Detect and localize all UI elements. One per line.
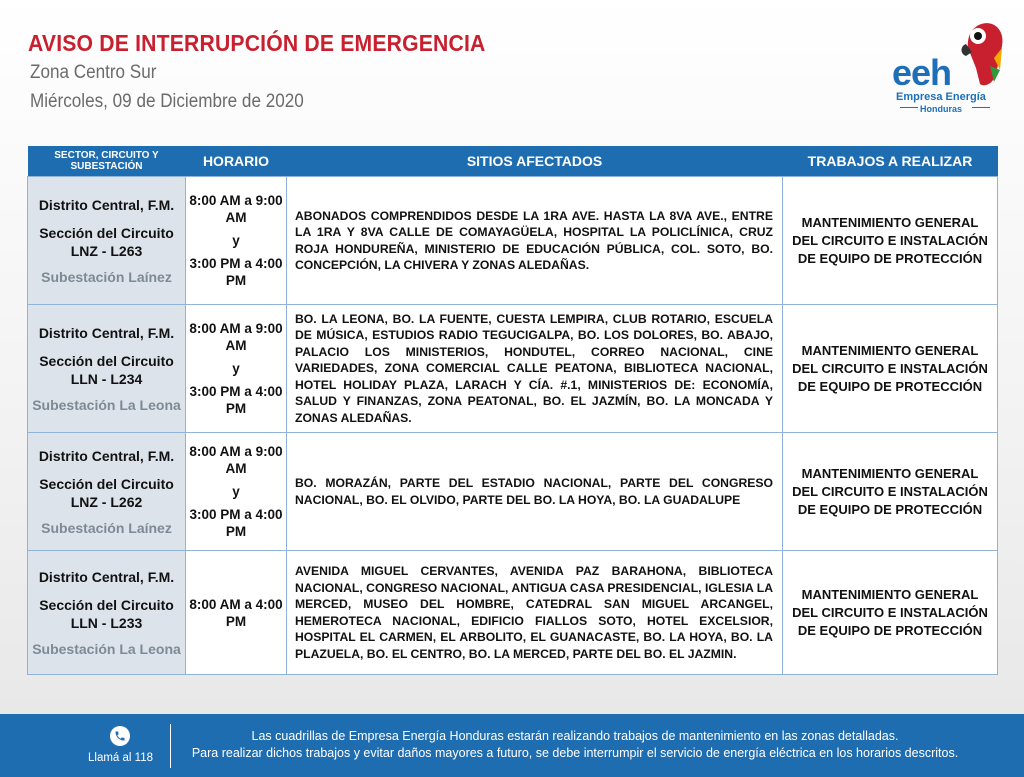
- section-label: Sección del Circuito: [39, 475, 174, 492]
- section-label: Sección del Circuito: [39, 596, 174, 613]
- header-sector: SECTOR, CIRCUITO Y SUBESTACIÓN: [28, 146, 186, 177]
- table-row: [28, 305, 998, 433]
- district-label: Distrito Central, F.M.: [38, 447, 175, 464]
- header-sites: SITIOS AFECTADOS: [287, 146, 783, 177]
- hours-cell: [186, 305, 287, 433]
- time-slot-1: 8:00 AM a 9:00 AM: [189, 193, 283, 225]
- work-cell: MANTENIMIENTO GENERAL DEL CIRCUITO E INSTALACIÓN DE EQUIPO DE PROTECCIÓN: [783, 433, 998, 551]
- date-label: Miércoles, 09 de Diciembre de 2020: [30, 91, 304, 112]
- hours-cell: [186, 551, 287, 675]
- sector-cell: [28, 305, 186, 433]
- substation-label: Subestación Laínez: [41, 519, 172, 536]
- phone-icon: [110, 726, 130, 746]
- logo-company-name: Empresa Energía: [896, 91, 986, 103]
- district-label: Distrito Central, F.M.: [38, 196, 175, 213]
- call-118-link[interactable]: Llamá al 118: [88, 752, 153, 764]
- time-slot-1: 8:00 AM a 4:00 PM: [189, 596, 283, 629]
- work-cell: MANTENIMIENTO GENERAL DEL CIRCUITO E INSTALACIÓN DE EQUIPO DE PROTECCIÓN: [783, 551, 998, 675]
- table-row: [28, 177, 998, 305]
- sector-cell: [28, 433, 186, 551]
- sector-cell: [28, 177, 186, 305]
- hours-cell: [186, 433, 287, 551]
- time-slot-1: 8:00 AM a 9:00 AM: [189, 321, 283, 353]
- section-label: Sección del Circuito: [39, 224, 174, 241]
- sites-cell: ABONADOS COMPRENDIDOS DESDE LA 1RA AVE. HASTA LA 8VA AVE., ENTRE LA 1RA Y 8VA CALLE DE COMAYAGÜELA, HOSPITAL LA POLICLÍNICA, CRUZ ROJA HONDUREÑA, MINISTERIO DE EDUCACIÓN PÚBLICA, COL. SOTO, BO. CONCEPCIÓN, LA CHIVERA Y ZONAS ALEDAÑAS.: [287, 177, 783, 305]
- time-conjunction: y: [232, 233, 240, 248]
- logo-rule-left: [900, 107, 918, 108]
- time-slot-2: 3:00 PM a 4:00 PM: [189, 384, 283, 416]
- header-work: TRABAJOS A REALIZAR: [783, 146, 998, 177]
- time-conjunction: y: [232, 361, 240, 376]
- footer-message: [180, 728, 970, 762]
- district-label: Distrito Central, F.M.: [38, 324, 175, 341]
- header-hours: HORARIO: [186, 146, 287, 177]
- time-conjunction: y: [232, 484, 240, 499]
- time-slot-2: 3:00 PM a 4:00 PM: [189, 507, 283, 539]
- district-label: Distrito Central, F.M.: [38, 568, 175, 585]
- circuit-label: LLN - L233: [70, 614, 143, 631]
- substation-label: Subestación La Leona: [32, 396, 181, 413]
- zone-label: Zona Centro Sur: [30, 62, 157, 83]
- footer-banner: [0, 714, 1024, 777]
- hours-cell: [186, 177, 287, 305]
- substation-label: Subestación Laínez: [41, 268, 172, 285]
- footer-divider: [170, 724, 171, 768]
- eeh-logo: [892, 18, 1002, 118]
- interruption-table: [27, 146, 998, 675]
- sites-cell: BO. LA LEONA, BO. LA FUENTE, CUESTA LEMPIRA, CLUB ROTARIO, ESCUELA DE MÚSICA, ESTUDIOS RADIO TEGUCIGALPA, BO. LOS DOLORES, BO. ABAJO, PALACIO LOS MINISTERIOS, HONDUTEL, CORREO NACIONAL, CINE VARIEDADES, ZONA COMERCIAL CALLE PEATONA, BIBLIOTECA NACIONAL, HOTEL HOLIDAY PLAZA, LARACH Y CÍA. #.1, MINISTERIOS DE: ECONOMÍA, SALUD Y FINANZAS, ZONA PEATONAL, BO. EL JAZMÍN, BO. LA MONCADA Y ZONAS ALEDAÑAS.: [287, 305, 783, 433]
- circuit-label: LLN - L234: [70, 370, 143, 387]
- logo-rule-right: [972, 107, 990, 108]
- phone-glyph-icon: [114, 730, 126, 742]
- table-header-row: [28, 146, 998, 177]
- parrot-icon: [950, 18, 1004, 90]
- footer-line-2: Para realizar dichos trabajos y evitar daños mayores a futuro, se debe interrumpir el servicio de energía eléctrica en los horarios descritos.: [191, 746, 959, 760]
- sector-cell: [28, 551, 186, 675]
- notice-title: AVISO DE INTERRUPCIÓN DE EMERGENCIA: [28, 30, 486, 56]
- interruption-table-container: [27, 146, 997, 675]
- substation-label: Subestación La Leona: [32, 640, 181, 657]
- work-cell: MANTENIMIENTO GENERAL DEL CIRCUITO E INSTALACIÓN DE EQUIPO DE PROTECCIÓN: [783, 177, 998, 305]
- table-row: [28, 551, 998, 675]
- sites-cell: BO. MORAZÁN, PARTE DEL ESTADIO NACIONAL, PARTE DEL CONGRESO NACIONAL, BO. EL OLVIDO, PARTE DEL BO. LA HOYA, BO. LA GUADALUPE: [287, 433, 783, 551]
- circuit-label: LNZ - L262: [70, 493, 143, 510]
- table-row: [28, 433, 998, 551]
- section-label: Sección del Circuito: [39, 352, 174, 369]
- work-cell: MANTENIMIENTO GENERAL DEL CIRCUITO E INSTALACIÓN DE EQUIPO DE PROTECCIÓN: [783, 305, 998, 433]
- time-slot-1: 8:00 AM a 9:00 AM: [189, 444, 283, 476]
- circuit-label: LNZ - L263: [70, 242, 143, 259]
- logo-country: Honduras: [920, 104, 963, 114]
- logo-wordmark: eeh: [892, 52, 952, 93]
- sites-cell: AVENIDA MIGUEL CERVANTES, AVENIDA PAZ BARAHONA, BIBLIOTECA NACIONAL, CONGRESO NACIONAL, ANTIGUA CASA PRESIDENCIAL, IGLESIA LA MERCED, MUSEO DEL HOMBRE, CATEDRAL SAN MIGUEL ARCANGEL, HEMEROTECA NACIONAL, EDIFICIO FIALLOS SOTO, HOTEL EXCELSIOR, HOSPITAL EL CARMEN, EL ARBOLITO, EL GUANACASTE, BO. LA HOYA, BO. LA PLAZUELA, BO. EL CENTRO, BO. LA MERCED, PARTE DEL BO. EL JAZMIN.: [287, 551, 783, 675]
- time-slot-2: 3:00 PM a 4:00 PM: [189, 256, 283, 288]
- footer-line-1: Las cuadrillas de Empresa Energía Honduras estarán realizando trabajos de mantenimiento en las zonas detalladas.: [251, 729, 899, 743]
